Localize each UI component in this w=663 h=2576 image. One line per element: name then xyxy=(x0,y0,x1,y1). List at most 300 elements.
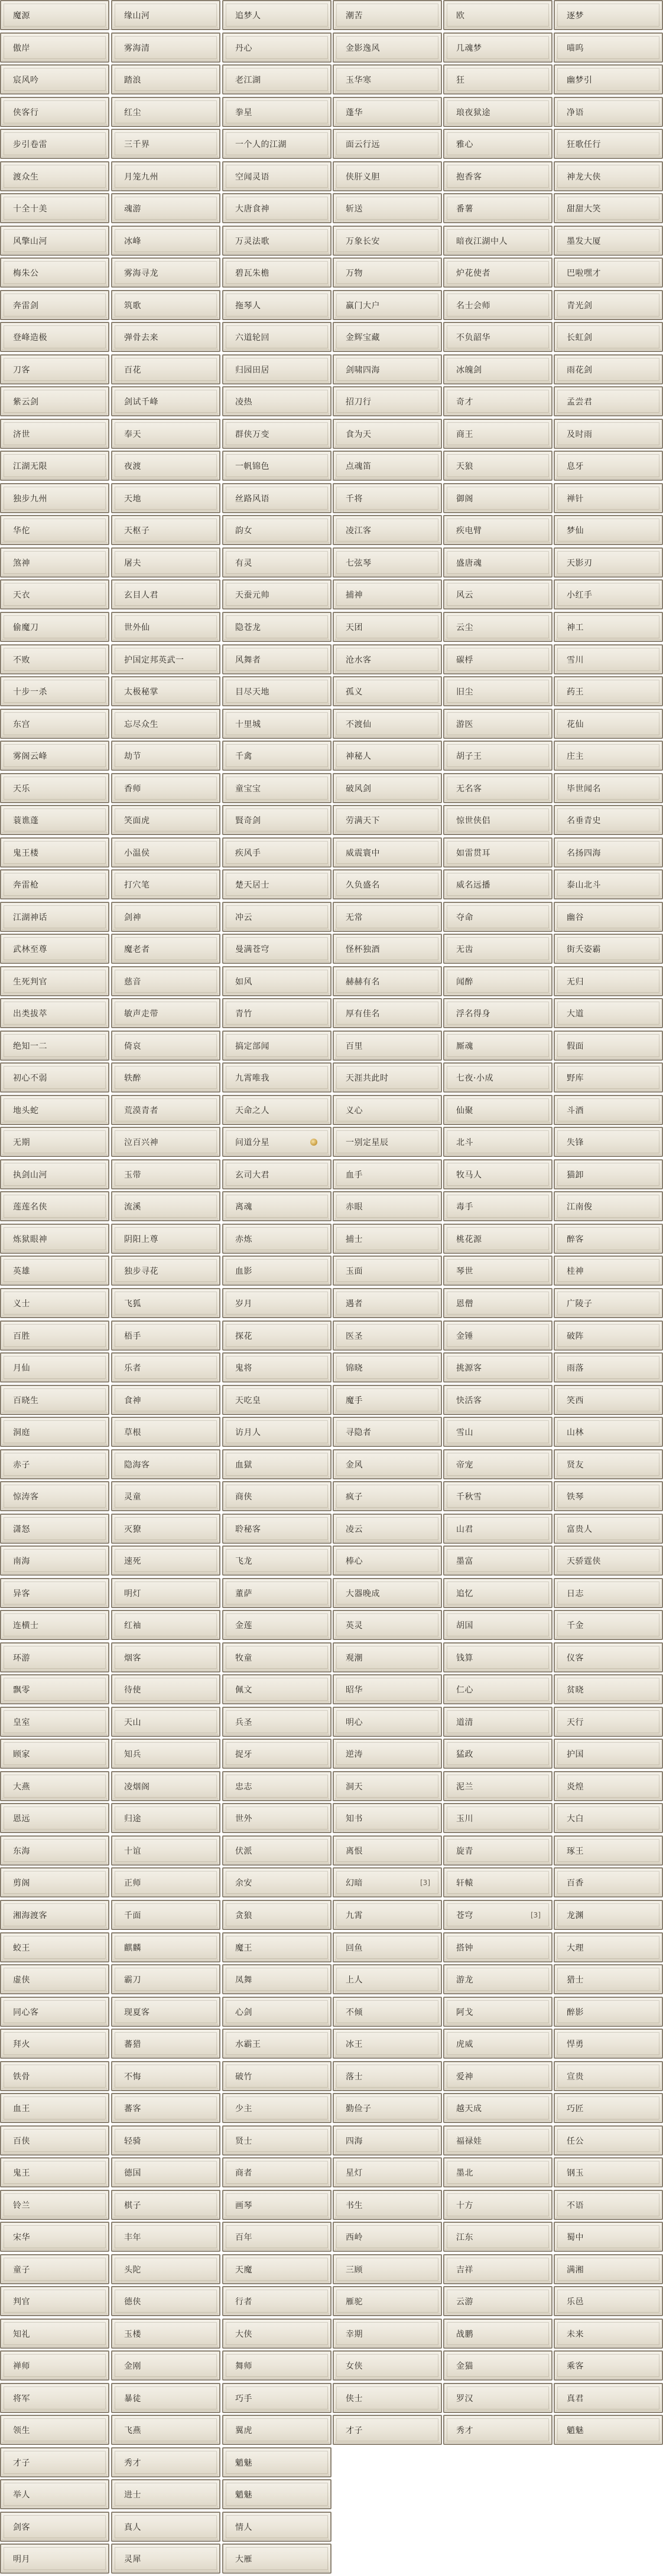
title-tile[interactable] xyxy=(333,1964,442,1994)
title-tile[interactable] xyxy=(222,226,332,256)
title-tile[interactable] xyxy=(554,869,663,899)
title-tile[interactable] xyxy=(443,805,552,835)
title-tile[interactable] xyxy=(554,193,663,223)
title-tile[interactable] xyxy=(554,2029,663,2059)
title-tile[interactable] xyxy=(0,1062,109,1093)
title-tile[interactable] xyxy=(222,2350,332,2381)
title-tile[interactable] xyxy=(0,1932,109,1962)
title-tile[interactable] xyxy=(443,1159,552,1189)
title-tile[interactable] xyxy=(554,2190,663,2220)
title-tile[interactable] xyxy=(443,1062,552,1093)
title-tile[interactable] xyxy=(443,1127,552,1157)
title-tile[interactable] xyxy=(0,741,109,771)
title-tile[interactable] xyxy=(554,2125,663,2156)
title-tile[interactable] xyxy=(443,1964,552,1994)
title-tile[interactable] xyxy=(111,1610,220,1640)
title-tile[interactable] xyxy=(111,97,220,127)
title-tile[interactable] xyxy=(0,1352,109,1382)
title-tile[interactable] xyxy=(554,161,663,191)
title-tile[interactable] xyxy=(111,612,220,642)
title-tile[interactable] xyxy=(554,1674,663,1704)
title-tile[interactable] xyxy=(333,257,442,288)
title-tile[interactable] xyxy=(554,1385,663,1415)
title-tile[interactable] xyxy=(0,1578,109,1608)
title-tile[interactable] xyxy=(0,1642,109,1672)
title-tile[interactable] xyxy=(333,226,442,256)
title-tile[interactable] xyxy=(443,2415,552,2445)
title-tile[interactable] xyxy=(554,579,663,609)
title-tile[interactable] xyxy=(443,741,552,771)
title-tile[interactable] xyxy=(443,612,552,642)
title-tile[interactable] xyxy=(443,1031,552,1061)
title-tile[interactable] xyxy=(0,1159,109,1189)
title-tile[interactable] xyxy=(111,2125,220,2156)
title-tile[interactable] xyxy=(222,2190,332,2220)
title-tile[interactable] xyxy=(111,1191,220,1221)
title-tile[interactable] xyxy=(222,1062,332,1093)
title-tile[interactable] xyxy=(333,386,442,416)
title-tile[interactable] xyxy=(111,193,220,223)
title-tile[interactable] xyxy=(111,1481,220,1511)
title-tile[interactable] xyxy=(333,1610,442,1640)
title-tile[interactable] xyxy=(0,2319,109,2349)
title-tile[interactable] xyxy=(111,257,220,288)
title-tile[interactable] xyxy=(111,966,220,996)
title-tile[interactable] xyxy=(333,2415,442,2445)
title-tile[interactable] xyxy=(111,869,220,899)
title-tile[interactable] xyxy=(0,386,109,416)
title-tile[interactable] xyxy=(222,547,332,578)
title-tile[interactable] xyxy=(554,483,663,513)
title-tile[interactable] xyxy=(333,1997,442,2027)
title-tile[interactable] xyxy=(0,2447,109,2477)
title-tile[interactable] xyxy=(222,805,332,835)
title-tile[interactable] xyxy=(111,1545,220,1576)
title-tile[interactable] xyxy=(554,547,663,578)
title-tile[interactable] xyxy=(443,2061,552,2091)
title-tile[interactable] xyxy=(333,1417,442,1447)
title-tile[interactable] xyxy=(333,1514,442,1544)
title-tile[interactable] xyxy=(443,226,552,256)
title-tile[interactable] xyxy=(554,419,663,449)
title-tile[interactable] xyxy=(222,1031,332,1061)
title-tile[interactable] xyxy=(554,1707,663,1737)
title-tile[interactable] xyxy=(0,902,109,932)
title-tile[interactable] xyxy=(443,1256,552,1286)
title-tile[interactable] xyxy=(333,741,442,771)
title-tile[interactable] xyxy=(0,2544,109,2574)
title-tile[interactable] xyxy=(222,837,332,868)
title-tile[interactable] xyxy=(0,226,109,256)
title-tile[interactable] xyxy=(222,709,332,739)
title-tile[interactable] xyxy=(443,1803,552,1833)
title-tile[interactable] xyxy=(111,1835,220,1866)
title-tile[interactable] xyxy=(443,257,552,288)
title-tile[interactable] xyxy=(0,515,109,545)
title-tile[interactable] xyxy=(0,1095,109,1125)
title-tile[interactable] xyxy=(222,676,332,706)
title-tile[interactable] xyxy=(222,97,332,127)
title-tile[interactable] xyxy=(333,902,442,932)
title-tile[interactable] xyxy=(333,193,442,223)
title-tile[interactable] xyxy=(554,741,663,771)
title-tile[interactable] xyxy=(0,966,109,996)
title-tile[interactable] xyxy=(554,1514,663,1544)
title-tile[interactable] xyxy=(333,2350,442,2381)
title-tile[interactable] xyxy=(554,1578,663,1608)
title-tile[interactable] xyxy=(222,2383,332,2413)
title-tile[interactable] xyxy=(111,676,220,706)
title-tile[interactable] xyxy=(0,419,109,449)
title-tile[interactable] xyxy=(111,2447,220,2477)
title-tile[interactable] xyxy=(111,934,220,964)
title-tile[interactable] xyxy=(443,1900,552,1930)
title-tile[interactable] xyxy=(333,97,442,127)
title-tile[interactable] xyxy=(222,1932,332,1962)
title-tile[interactable] xyxy=(554,934,663,964)
title-tile[interactable] xyxy=(443,0,552,30)
title-tile[interactable] xyxy=(333,2190,442,2220)
title-tile[interactable] xyxy=(0,32,109,63)
title-tile[interactable] xyxy=(443,1417,552,1447)
title-tile[interactable] xyxy=(222,1127,332,1157)
title-tile[interactable] xyxy=(443,2190,552,2220)
title-tile[interactable] xyxy=(222,2319,332,2349)
title-tile[interactable] xyxy=(111,1256,220,1286)
title-tile[interactable] xyxy=(554,354,663,384)
title-tile[interactable] xyxy=(111,2479,220,2509)
title-tile[interactable] xyxy=(222,1867,332,1897)
title-tile[interactable] xyxy=(222,1610,332,1640)
title-tile[interactable] xyxy=(0,2125,109,2156)
title-tile[interactable] xyxy=(554,1835,663,1866)
title-tile[interactable] xyxy=(443,451,552,481)
title-tile[interactable] xyxy=(0,1900,109,1930)
title-tile[interactable] xyxy=(222,2286,332,2316)
title-tile[interactable] xyxy=(333,290,442,320)
title-tile[interactable] xyxy=(443,547,552,578)
title-tile[interactable] xyxy=(333,2383,442,2413)
title-tile[interactable] xyxy=(554,32,663,63)
title-tile[interactable] xyxy=(222,1803,332,1833)
title-tile[interactable] xyxy=(554,2415,663,2445)
title-tile[interactable] xyxy=(222,419,332,449)
title-tile[interactable] xyxy=(222,1642,332,1672)
title-tile[interactable] xyxy=(0,1320,109,1351)
title-tile[interactable] xyxy=(0,547,109,578)
title-tile[interactable] xyxy=(222,2157,332,2187)
title-tile[interactable] xyxy=(111,1771,220,1801)
title-tile[interactable] xyxy=(111,1062,220,1093)
title-tile[interactable] xyxy=(443,837,552,868)
title-tile[interactable] xyxy=(222,32,332,63)
title-tile[interactable] xyxy=(111,2157,220,2187)
title-tile[interactable] xyxy=(222,1224,332,1254)
title-tile[interactable] xyxy=(333,451,442,481)
title-tile[interactable] xyxy=(554,1900,663,1930)
title-tile[interactable] xyxy=(111,1224,220,1254)
title-tile[interactable] xyxy=(554,1932,663,1962)
title-tile[interactable] xyxy=(333,2286,442,2316)
title-tile[interactable] xyxy=(0,2093,109,2123)
title-tile[interactable] xyxy=(0,64,109,94)
title-tile[interactable] xyxy=(222,1320,332,1351)
title-tile[interactable] xyxy=(443,1385,552,1415)
title-tile[interactable] xyxy=(333,709,442,739)
title-tile[interactable] xyxy=(222,129,332,159)
title-tile[interactable] xyxy=(554,322,663,352)
title-tile[interactable] xyxy=(554,1449,663,1479)
title-tile[interactable] xyxy=(443,2157,552,2187)
title-tile[interactable] xyxy=(333,1545,442,1576)
title-tile[interactable] xyxy=(333,2093,442,2123)
title-tile[interactable] xyxy=(0,773,109,803)
title-tile[interactable] xyxy=(0,1127,109,1157)
title-tile[interactable] xyxy=(222,1964,332,1994)
title-tile[interactable] xyxy=(443,354,552,384)
title-tile[interactable] xyxy=(111,1578,220,1608)
title-tile[interactable] xyxy=(333,1803,442,1833)
title-tile[interactable] xyxy=(111,451,220,481)
title-tile[interactable] xyxy=(333,1642,442,1672)
title-tile[interactable] xyxy=(222,1417,332,1447)
title-tile[interactable] xyxy=(333,1707,442,1737)
title-tile[interactable] xyxy=(222,966,332,996)
title-tile[interactable] xyxy=(443,1610,552,1640)
title-tile[interactable] xyxy=(333,1449,442,1479)
title-tile[interactable] xyxy=(111,773,220,803)
title-tile[interactable] xyxy=(111,1932,220,1962)
title-tile[interactable] xyxy=(0,934,109,964)
title-tile[interactable] xyxy=(222,354,332,384)
title-tile[interactable] xyxy=(222,1707,332,1737)
title-tile[interactable] xyxy=(222,2093,332,2123)
title-tile[interactable] xyxy=(222,1449,332,1479)
title-tile[interactable] xyxy=(554,129,663,159)
title-tile[interactable] xyxy=(222,869,332,899)
title-tile[interactable] xyxy=(554,1320,663,1351)
title-tile[interactable] xyxy=(0,2190,109,2220)
title-tile[interactable] xyxy=(111,1288,220,1318)
title-tile[interactable] xyxy=(554,1062,663,1093)
title-tile[interactable] xyxy=(222,1514,332,1544)
title-tile[interactable] xyxy=(333,515,442,545)
title-tile[interactable] xyxy=(111,1964,220,1994)
title-tile[interactable] xyxy=(111,2350,220,2381)
title-tile[interactable] xyxy=(0,805,109,835)
title-tile[interactable] xyxy=(111,322,220,352)
title-tile[interactable] xyxy=(222,2061,332,2091)
title-tile[interactable] xyxy=(554,1610,663,1640)
title-tile[interactable] xyxy=(111,644,220,674)
title-tile[interactable] xyxy=(443,869,552,899)
title-tile[interactable] xyxy=(111,483,220,513)
title-tile[interactable] xyxy=(443,2383,552,2413)
title-tile[interactable] xyxy=(443,97,552,127)
title-tile[interactable] xyxy=(554,998,663,1028)
title-tile[interactable] xyxy=(0,193,109,223)
title-tile[interactable] xyxy=(333,419,442,449)
title-tile[interactable] xyxy=(111,2029,220,2059)
title-tile[interactable] xyxy=(333,1320,442,1351)
title-tile[interactable] xyxy=(0,161,109,191)
title-tile[interactable] xyxy=(0,1288,109,1318)
title-tile[interactable] xyxy=(443,1481,552,1511)
title-tile[interactable] xyxy=(111,805,220,835)
title-tile[interactable] xyxy=(333,32,442,63)
title-tile[interactable] xyxy=(333,1031,442,1061)
title-tile[interactable] xyxy=(222,2125,332,2156)
title-tile[interactable] xyxy=(554,0,663,30)
title-tile[interactable] xyxy=(222,1159,332,1189)
title-tile[interactable] xyxy=(222,1256,332,1286)
title-tile[interactable] xyxy=(0,1545,109,1576)
title-tile[interactable] xyxy=(0,644,109,674)
title-tile[interactable] xyxy=(554,805,663,835)
title-tile[interactable] xyxy=(111,837,220,868)
title-tile[interactable] xyxy=(111,1739,220,1769)
title-tile[interactable] xyxy=(333,547,442,578)
title-tile[interactable] xyxy=(443,902,552,932)
title-tile[interactable] xyxy=(111,1707,220,1737)
title-tile[interactable] xyxy=(333,1771,442,1801)
title-tile[interactable] xyxy=(554,64,663,94)
title-tile[interactable] xyxy=(0,257,109,288)
title-tile[interactable] xyxy=(222,1545,332,1576)
title-tile[interactable] xyxy=(333,1191,442,1221)
title-tile[interactable] xyxy=(333,0,442,30)
title-tile[interactable] xyxy=(333,161,442,191)
title-tile[interactable] xyxy=(222,1191,332,1221)
title-tile[interactable] xyxy=(554,451,663,481)
title-tile[interactable] xyxy=(222,64,332,94)
title-tile[interactable] xyxy=(554,1127,663,1157)
title-tile[interactable] xyxy=(0,1514,109,1544)
title-tile[interactable] xyxy=(222,902,332,932)
title-tile[interactable] xyxy=(0,483,109,513)
title-tile[interactable] xyxy=(333,2061,442,2091)
title-tile[interactable] xyxy=(111,1642,220,1672)
title-tile[interactable] xyxy=(333,805,442,835)
title-tile[interactable] xyxy=(443,2319,552,2349)
title-tile[interactable] xyxy=(111,1674,220,1704)
title-tile[interactable] xyxy=(443,579,552,609)
title-tile[interactable] xyxy=(554,290,663,320)
title-tile[interactable] xyxy=(333,1127,442,1157)
title-tile[interactable] xyxy=(111,2415,220,2445)
title-tile[interactable] xyxy=(111,1095,220,1125)
title-tile[interactable] xyxy=(443,1867,552,1897)
title-tile[interactable] xyxy=(111,290,220,320)
title-tile[interactable] xyxy=(0,1417,109,1447)
title-tile[interactable] xyxy=(443,934,552,964)
title-tile[interactable] xyxy=(443,2350,552,2381)
title-tile[interactable] xyxy=(0,2222,109,2252)
title-tile[interactable] xyxy=(0,869,109,899)
title-tile[interactable] xyxy=(0,579,109,609)
title-tile[interactable] xyxy=(0,1256,109,1286)
title-tile[interactable] xyxy=(333,1062,442,1093)
title-tile[interactable] xyxy=(0,129,109,159)
title-tile[interactable] xyxy=(554,257,663,288)
title-tile[interactable] xyxy=(333,966,442,996)
title-tile[interactable] xyxy=(554,1288,663,1318)
title-tile[interactable] xyxy=(222,2512,332,2542)
title-tile[interactable] xyxy=(111,741,220,771)
title-tile[interactable] xyxy=(333,1159,442,1189)
title-tile[interactable] xyxy=(333,1674,442,1704)
title-tile[interactable] xyxy=(222,934,332,964)
title-tile[interactable] xyxy=(0,451,109,481)
title-tile[interactable] xyxy=(443,2093,552,2123)
title-tile[interactable] xyxy=(443,386,552,416)
title-tile[interactable] xyxy=(443,2222,552,2252)
title-tile[interactable] xyxy=(554,2350,663,2381)
title-tile[interactable] xyxy=(0,2029,109,2059)
title-tile[interactable] xyxy=(111,226,220,256)
title-tile[interactable] xyxy=(0,97,109,127)
title-tile[interactable] xyxy=(111,2544,220,2574)
title-tile[interactable] xyxy=(333,322,442,352)
title-tile[interactable] xyxy=(554,515,663,545)
title-tile[interactable] xyxy=(443,2029,552,2059)
title-tile[interactable] xyxy=(443,644,552,674)
title-tile[interactable] xyxy=(111,1159,220,1189)
title-tile[interactable] xyxy=(333,1578,442,1608)
title-tile[interactable] xyxy=(222,2447,332,2477)
title-tile[interactable] xyxy=(333,2222,442,2252)
title-tile[interactable] xyxy=(111,1867,220,1897)
title-tile[interactable] xyxy=(222,483,332,513)
title-tile[interactable] xyxy=(443,1545,552,1576)
title-tile[interactable] xyxy=(554,1031,663,1061)
title-tile[interactable] xyxy=(0,2415,109,2445)
title-tile[interactable] xyxy=(111,515,220,545)
title-tile[interactable] xyxy=(443,1997,552,2027)
title-tile[interactable] xyxy=(333,1256,442,1286)
title-tile[interactable] xyxy=(0,1997,109,2027)
title-tile[interactable] xyxy=(443,1674,552,1704)
title-tile[interactable] xyxy=(111,2383,220,2413)
title-tile[interactable] xyxy=(554,1739,663,1769)
title-tile[interactable] xyxy=(222,1385,332,1415)
title-tile[interactable] xyxy=(222,579,332,609)
title-tile[interactable] xyxy=(222,386,332,416)
title-tile[interactable] xyxy=(333,1288,442,1318)
title-tile[interactable] xyxy=(443,2286,552,2316)
title-tile[interactable] xyxy=(443,1707,552,1737)
title-tile[interactable] xyxy=(0,998,109,1028)
title-tile[interactable] xyxy=(443,64,552,94)
title-tile[interactable] xyxy=(443,1578,552,1608)
title-tile[interactable] xyxy=(443,1288,552,1318)
title-tile[interactable] xyxy=(554,1867,663,1897)
title-tile[interactable] xyxy=(554,1417,663,1447)
title-tile[interactable] xyxy=(0,612,109,642)
title-tile[interactable] xyxy=(222,2254,332,2284)
title-tile[interactable] xyxy=(333,1224,442,1254)
title-tile[interactable] xyxy=(111,547,220,578)
title-tile[interactable] xyxy=(443,483,552,513)
title-tile[interactable] xyxy=(333,2319,442,2349)
title-tile[interactable] xyxy=(222,2544,332,2574)
title-tile[interactable] xyxy=(222,322,332,352)
title-tile[interactable] xyxy=(0,354,109,384)
title-tile[interactable] xyxy=(333,612,442,642)
title-tile[interactable] xyxy=(554,966,663,996)
title-tile[interactable] xyxy=(0,2286,109,2316)
title-tile[interactable] xyxy=(333,579,442,609)
